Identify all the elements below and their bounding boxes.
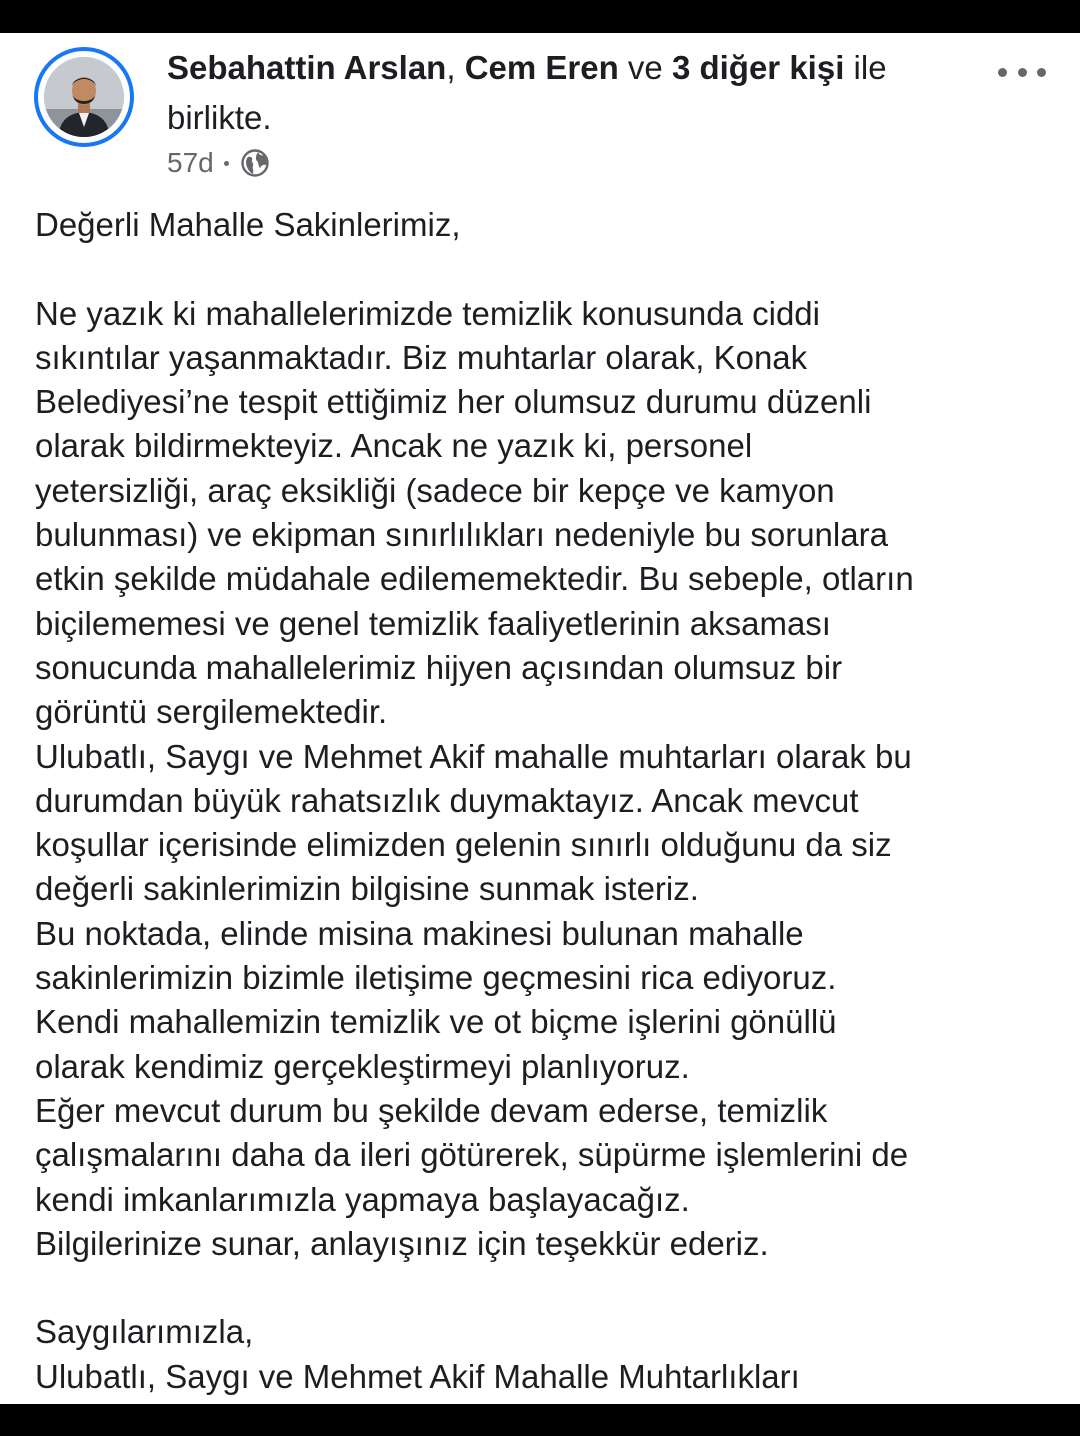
post-header: [167, 43, 987, 143]
post-text-line: Eğer mevcut durum bu şekilde devam ederse, temizlik: [35, 1091, 828, 1129]
post-text-line: Ulubatlı, Saygı ve Mehmet Akif mahalle muhtarları olarak bu: [35, 737, 912, 775]
tagged-person-link[interactable]: Cem Eren: [464, 49, 619, 86]
post-text-line: durumdan büyük rahatsızlık duymaktayız. Ancak mevcut: [35, 781, 859, 819]
author-name-link[interactable]: Sebahattin Arslan: [167, 49, 447, 86]
globe-icon[interactable]: [240, 148, 270, 178]
avatar-story-ring[interactable]: [34, 47, 134, 147]
post-text-line: olarak kendimiz gerçekleştirmeyi planlıyoruz.: [35, 1047, 690, 1085]
header-with-word: ile: [844, 49, 887, 86]
header-with-suffix: birlikte.: [167, 99, 272, 136]
post-meta: [167, 141, 270, 185]
others-link[interactable]: 3 diğer kişi: [671, 49, 845, 86]
post-text-line: görüntü sergilemektedir.: [35, 693, 388, 731]
post-text-line: etkin şekilde müdahale edilememektedir. Bu sebeple, otların: [35, 560, 914, 598]
post-text-blank-line: [35, 1266, 1045, 1310]
post-text-line: kendi imkanlarımızla yapmaya başlayacağız.: [35, 1180, 690, 1218]
top-black-bar: [0, 0, 1080, 33]
post-text-line: Bilgilerinize sunar, anlayışınız için teşekkür ederiz.: [35, 1224, 769, 1262]
post-text-line: olarak bildirmekteyiz. Ancak ne yazık ki, personel: [35, 427, 753, 465]
post-text-line: sıkıntılar yaşanmaktadır. Biz muhtarlar olarak, Konak: [35, 338, 808, 376]
more-options-button[interactable]: [998, 55, 1046, 89]
post-text-line: Saygılarımızla,: [35, 1313, 254, 1351]
header-comma: ,: [446, 49, 465, 86]
avatar[interactable]: [44, 57, 124, 137]
header-and-word: ve: [618, 49, 672, 86]
profile-photo-icon: [44, 57, 124, 137]
post-text-line: sakinlerimizin bizimle iletişime geçmesini rica ediyoruz.: [35, 959, 837, 997]
post-text-line: koşullar içerisinde elimizden gelenin sınırlı olduğunu da siz: [35, 826, 892, 864]
post-text-line: yetersizliği, araç eksikliği (sadece bir kepçe ve kamyon: [35, 471, 835, 509]
post-text-blank-line: [35, 247, 1045, 291]
bottom-black-bar: [0, 1404, 1080, 1436]
more-dots-icon: [1018, 68, 1027, 77]
post-text-line: Belediyesi’ne tespit ettiğimiz her olumsuz durumu düzenli: [35, 383, 872, 421]
post-text-line: Değerli Mahalle Sakinlerimiz,: [35, 206, 461, 243]
post-text-line: sonucunda mahallelerimiz hijyen açısından olumsuz bir: [35, 648, 843, 686]
post-body: [35, 203, 1045, 1399]
meta-separator: [224, 161, 229, 166]
post-text-line: Ne yazık ki mahallelerimizde temizlik konusunda ciddi: [35, 294, 820, 332]
post-timestamp[interactable]: 57d: [167, 147, 214, 178]
post-text-line: biçilememesi ve genel temizlik faaliyetlerinin aksaması: [35, 604, 831, 642]
post-text-line: çalışmalarını daha da ileri götürerek, süpürme işlemlerini de: [35, 1136, 909, 1174]
post-text-line: Kendi mahallemizin temizlik ve ot biçme işlerini gönüllü: [35, 1003, 837, 1041]
facebook-post: [0, 33, 1080, 1404]
post-text-line: bulunması) ve ekipman sınırlılıkları nedeniyle bu sorunlara: [35, 516, 888, 554]
post-text-line: Ulubatlı, Saygı ve Mehmet Akif Mahalle Muhtarlıkları: [35, 1357, 800, 1395]
more-dots-icon: [998, 68, 1007, 77]
more-dots-icon: [1037, 68, 1046, 77]
post-text-line: değerli sakinlerimizin bilgisine sunmak isteriz.: [35, 870, 699, 908]
post-text-line: Bu noktada, elinde misina makinesi bulunan mahalle: [35, 914, 804, 952]
